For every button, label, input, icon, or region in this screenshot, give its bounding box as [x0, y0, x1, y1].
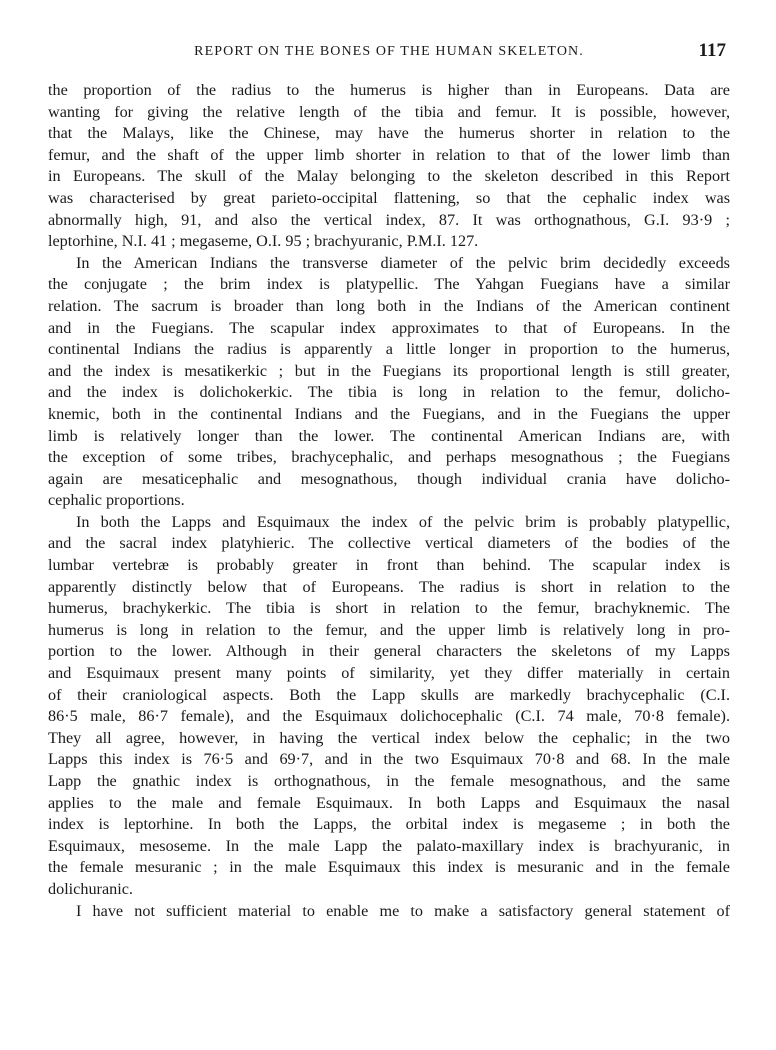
text-line: 86·5 male, 86·7 female), and the Esquimaux dolichocephalic (C.I. 74 male, 70·8 female). [48, 707, 730, 726]
text-line: apparently distinctly below that of Europeans. The radius is short in relation to the [48, 577, 730, 596]
text-line: continental Indians the radius is apparently a little longer in proportion to the humerus, [48, 340, 730, 359]
text-line: that the Malays, like the Chinese, may have the humerus shorter in relation to the [48, 124, 730, 143]
text-line: applies to the male and female Esquimaux. In both Lapps and Esquimaux the nasal [48, 793, 730, 812]
text-line: again are mesaticephalic and mesognathous, though individual crania have dolicho- [48, 469, 730, 488]
text-line: Lapps this index is 76·5 and 69·7, and in the two Esquimaux 70·8 and 68. In the male [48, 750, 730, 769]
text-line: and the index is mesatikerkic ; but in the Fuegians its proportional length is still greater, [48, 361, 730, 380]
text-line: I have not sufficient material to enable me to make a satisfactory general statement of [76, 901, 730, 920]
text-line: portion to the lower. Although in their general characters the skeletons of my Lapps [48, 642, 730, 661]
running-header [48, 40, 730, 70]
text-line: the exception of some tribes, brachycephalic, and perhaps mesognathous ; the Fuegians [48, 448, 730, 467]
text-line: of their craniological aspects. Both the Lapp skulls are markedly brachycephalic (C.I. [48, 685, 730, 704]
text-line: leptorhine, N.I. 41 ; megaseme, O.I. 95 ; brachyuranic, P.M.I. 127. [48, 232, 479, 251]
text-line: In both the Lapps and Esquimaux the index of the pelvic brim is probably platypellic, [76, 512, 730, 531]
text-line: was characterised by great parieto-occipital flattening, so that the cephalic index was [48, 188, 730, 207]
document-page [48, 40, 730, 922]
text-line: the conjugate ; the brim index is platypellic. The Yahgan Fuegians have a similar [48, 275, 730, 294]
text-line: relation. The sacrum is broader than long both in the Indians of the American continent [48, 296, 730, 315]
text-line: humerus, brachykerkic. The tibia is short in relation to the femur, brachyknemic. The [48, 599, 730, 618]
paragraph [48, 80, 730, 253]
text-line: humerus is long in relation to the femur, and the upper limb is relatively long in pro- [48, 620, 730, 639]
text-line: femur, and the shaft of the upper limb shorter in relation to that of the lower limb than [48, 145, 730, 164]
text-line: and Esquimaux present many points of similarity, yet they differ materially in certain [48, 664, 730, 683]
page-number: 117 [698, 40, 726, 61]
text-line: dolichuranic. [48, 879, 133, 898]
text-line: wanting for giving the relative length of the tibia and femur. It is possible, however, [48, 102, 730, 121]
text-line: knemic, both in the continental Indians and the Fuegians, and in the Fuegians the upper [48, 404, 730, 423]
text-line: Esquimaux, mesoseme. In the male Lapp the palato-maxillary index is brachyuranic, in [48, 836, 730, 855]
text-line: and in the Fuegians. The scapular index approximates to that of Europeans. In the [48, 318, 730, 337]
text-line: abnormally high, 91, and also the vertical index, 87. It was orthognathous, G.I. 93·9 ; [48, 210, 730, 229]
text-line: and the sacral index platyhieric. The collective vertical diameters of the bodies of the [48, 534, 730, 553]
text-line: cephalic proportions. [48, 491, 185, 510]
body-text [48, 80, 730, 922]
text-line: lumbar vertebræ is probably greater in front than behind. The scapular index is [48, 556, 730, 575]
text-line: index is leptorhine. In both the Lapps, the orbital index is megaseme ; in both the [48, 815, 730, 834]
text-line: the proportion of the radius to the humerus is higher than in Europeans. Data are [48, 81, 730, 99]
text-line: the female mesuranic ; in the male Esquimaux this index is mesuranic and in the female [48, 858, 730, 877]
running-title: REPORT ON THE BONES OF THE HUMAN SKELETON. [194, 44, 584, 59]
paragraph [48, 512, 730, 901]
text-line: limb is relatively longer than the lower. The continental American Indians are, with [48, 426, 730, 445]
paragraph [48, 901, 730, 923]
text-line: in Europeans. The skull of the Malay belonging to the skeleton described in this Report [48, 167, 730, 186]
text-line: They all agree, however, in having the vertical index below the cephalic; in the two [48, 728, 730, 747]
text-line: and the index is dolichokerkic. The tibia is long in relation to the femur, dolicho- [48, 383, 730, 402]
text-line: In the American Indians the transverse diameter of the pelvic brim decidedly exceeds [76, 253, 730, 272]
text-line: Lapp the gnathic index is orthognathous, in the female mesognathous, and the same [48, 772, 730, 790]
paragraph [48, 253, 730, 512]
